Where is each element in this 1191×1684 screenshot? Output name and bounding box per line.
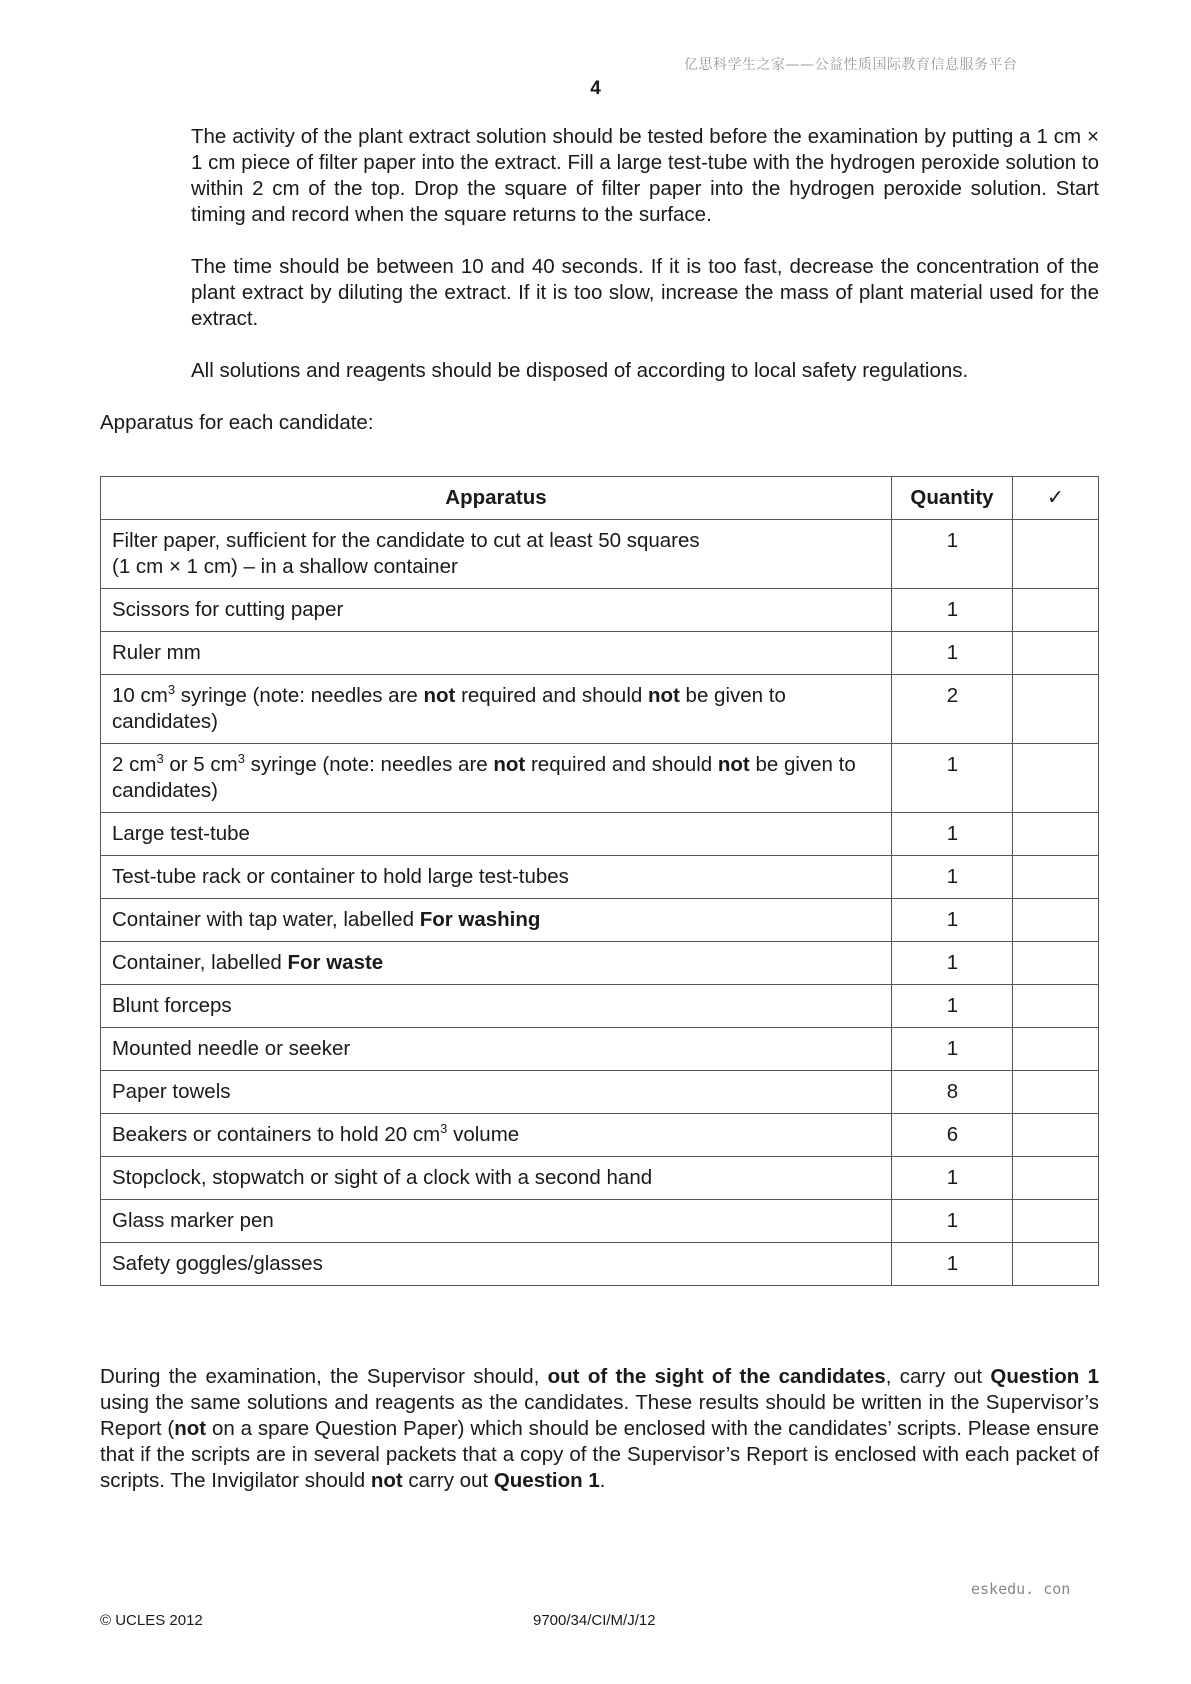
emphasis-text: not (423, 684, 456, 707)
emphasis-text: not (493, 753, 526, 776)
item-text: Beakers or containers to hold 20 cm (112, 1123, 441, 1146)
item-text-line2: (1 cm × 1 cm) – in a shallow container (112, 555, 458, 578)
table-row (101, 1157, 1099, 1200)
quantity-cell: 1 (892, 1243, 1013, 1286)
item-text: syringe (note: needles are (244, 753, 494, 776)
quantity-cell: 1 (892, 985, 1013, 1028)
quantity-cell: 1 (892, 520, 1013, 589)
emphasis-text: not (370, 1469, 403, 1492)
item-text: be given to candidates) (112, 753, 856, 802)
check-cell[interactable] (1013, 744, 1099, 813)
table-row (101, 744, 1099, 813)
label-text: For waste (287, 951, 384, 974)
check-cell[interactable] (1013, 1114, 1099, 1157)
emphasis-text: out of the sight of the candidates (547, 1365, 886, 1388)
table-row (101, 1071, 1099, 1114)
header-check: ✓ (1013, 477, 1099, 520)
apparatus-cell (101, 942, 892, 985)
item-text: or 5 cm (163, 753, 238, 776)
table-row (101, 813, 1099, 856)
superscript: 3 (237, 751, 245, 767)
superscript: 3 (440, 1121, 448, 1137)
apparatus-cell (101, 1114, 892, 1157)
footer-watermark: eskedu. con (971, 1580, 1071, 1598)
quantity-cell: 8 (892, 1071, 1013, 1114)
copyright: © UCLES 2012 (100, 1612, 203, 1629)
quantity-cell: 2 (892, 675, 1013, 744)
header-watermark: 亿思科学生之家——公益性质国际教育信息服务平台 (684, 57, 1018, 73)
body-text: carry out (402, 1469, 494, 1492)
apparatus-cell: Paper towels (101, 1071, 892, 1114)
emphasis-text: not (647, 684, 680, 707)
body-text: on a spare Question Paper) which should be enclosed with the candidates’ scripts. Please ensure that if the scripts are in several packets that a copy of the Supervisor’s Report is enclosed with each packet of scripts. The Invigilator should (100, 1417, 1099, 1492)
check-cell[interactable] (1013, 1157, 1099, 1200)
quantity-cell: 1 (892, 1200, 1013, 1243)
check-cell[interactable] (1013, 1071, 1099, 1114)
item-text: Container with tap water, labelled (112, 908, 420, 931)
quantity-cell: 1 (892, 942, 1013, 985)
body-text: During the examination, the Supervisor should, (100, 1365, 548, 1388)
table-row (101, 632, 1099, 675)
table-row (101, 589, 1099, 632)
apparatus-cell: Glass marker pen (101, 1200, 892, 1243)
quantity-cell: 1 (892, 1157, 1013, 1200)
table-header-row (101, 477, 1099, 520)
item-text: Filter paper, sufficient for the candidate to cut at least 50 squares (112, 529, 700, 552)
check-cell[interactable] (1013, 1200, 1099, 1243)
emphasis-text: not (174, 1417, 207, 1440)
table-row (101, 985, 1099, 1028)
activity-test-paragraph: The activity of the plant extract solution should be tested before the examination by putting a 1 cm × 1 cm piece of filter paper into the extract. Fill a large test-tube with the hydrogen peroxide solution to within 2 cm of the top. Drop the square of filter paper into the hydrogen peroxide solution. Start timing and record when the square returns to the surface. (191, 125, 1099, 226)
timing-paragraph: The time should be between 10 and 40 seconds. If it is too fast, decrease the concentration of the plant extract by diluting the extract. If it is too slow, increase the mass of plant material used for the extract. (191, 255, 1099, 330)
page-number: 4 (590, 78, 601, 99)
check-cell[interactable] (1013, 942, 1099, 985)
emphasis-text: Question 1 (493, 1469, 600, 1492)
table-row (101, 1114, 1099, 1157)
apparatus-cell (101, 744, 892, 813)
check-cell[interactable] (1013, 589, 1099, 632)
item-text: volume (447, 1123, 520, 1146)
table-row (101, 520, 1099, 589)
check-cell[interactable] (1013, 813, 1099, 856)
table-row (101, 856, 1099, 899)
item-text: required and should (525, 753, 718, 776)
check-cell[interactable] (1013, 1028, 1099, 1071)
quantity-cell: 1 (892, 632, 1013, 675)
apparatus-cell (101, 675, 892, 744)
apparatus-cell: Mounted needle or seeker (101, 1028, 892, 1071)
item-text: be given to candidates) (112, 684, 786, 733)
item-text: syringe (note: needles are (175, 684, 424, 707)
table-row (101, 942, 1099, 985)
table-row (101, 1200, 1099, 1243)
item-text: 10 cm (112, 684, 168, 707)
quantity-cell: 1 (892, 856, 1013, 899)
quantity-cell: 1 (892, 813, 1013, 856)
table-row (101, 1028, 1099, 1071)
body-text: using the same solutions and reagents as the candidates. These results should be written in the Supervisor’s Report ( (100, 1391, 1099, 1440)
check-cell[interactable] (1013, 1243, 1099, 1286)
supervisor-paragraph (100, 1364, 1099, 1494)
emphasis-text: Question 1 (990, 1365, 1099, 1388)
table-row (101, 1243, 1099, 1286)
apparatus-cell (101, 899, 892, 942)
check-cell[interactable] (1013, 985, 1099, 1028)
item-text: 2 cm (112, 753, 157, 776)
check-cell[interactable] (1013, 632, 1099, 675)
quantity-cell: 1 (892, 899, 1013, 942)
apparatus-cell: Scissors for cutting paper (101, 589, 892, 632)
label-text: For washing (419, 908, 541, 931)
quantity-cell: 6 (892, 1114, 1013, 1157)
apparatus-cell: Test-tube rack or container to hold large test-tubes (101, 856, 892, 899)
quantity-cell: 1 (892, 744, 1013, 813)
apparatus-cell: Ruler mm (101, 632, 892, 675)
apparatus-table (100, 476, 1099, 1286)
table-row (101, 675, 1099, 744)
superscript: 3 (156, 751, 164, 767)
document-code: 9700/34/CI/M/J/12 (533, 1612, 656, 1629)
check-cell[interactable] (1013, 520, 1099, 589)
check-cell[interactable] (1013, 856, 1099, 899)
body-text: . (599, 1469, 606, 1492)
quantity-cell: 1 (892, 589, 1013, 632)
check-cell[interactable] (1013, 899, 1099, 942)
item-text: required and should (455, 684, 648, 707)
disposal-paragraph: All solutions and reagents should be disposed of according to local safety regulations. (191, 359, 969, 382)
apparatus-cell: Stopclock, stopwatch or sight of a clock with a second hand (101, 1157, 892, 1200)
header-quantity: Quantity (892, 477, 1013, 520)
apparatus-cell: Blunt forceps (101, 985, 892, 1028)
apparatus-cell: Large test-tube (101, 813, 892, 856)
apparatus-cell (101, 520, 892, 589)
emphasis-text: not (717, 753, 750, 776)
check-cell[interactable] (1013, 675, 1099, 744)
superscript: 3 (167, 682, 176, 698)
body-text: , carry out (885, 1365, 991, 1388)
header-apparatus: Apparatus (101, 477, 892, 520)
table-row (101, 899, 1099, 942)
quantity-cell: 1 (892, 1028, 1013, 1071)
item-text: Container, labelled (112, 951, 288, 974)
apparatus-cell: Safety goggles/glasses (101, 1243, 892, 1286)
apparatus-intro: Apparatus for each candidate: (100, 411, 374, 434)
